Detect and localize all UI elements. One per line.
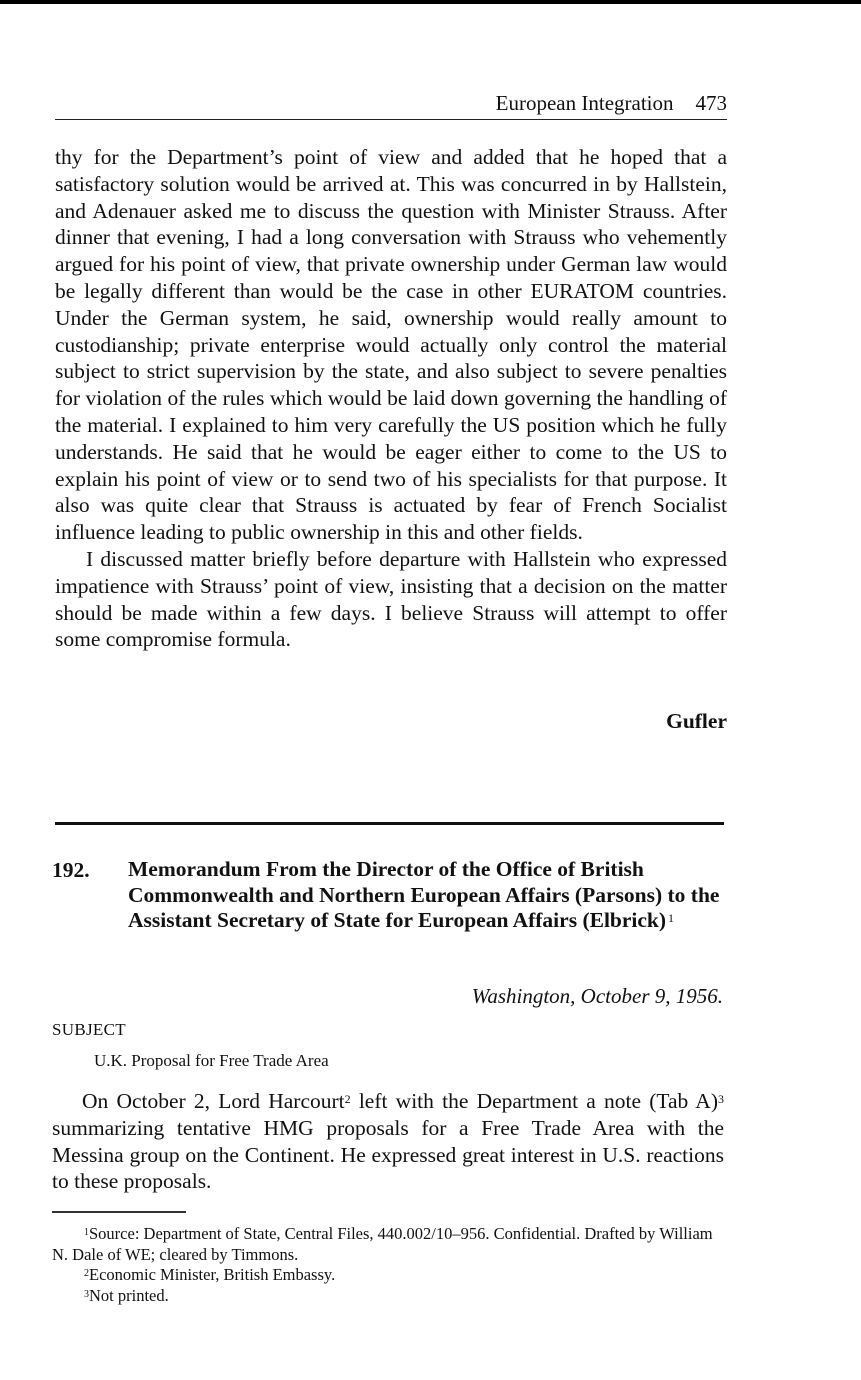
footnote — [52, 1286, 724, 1307]
page-top-edge — [0, 0, 861, 4]
footnote-reference: 3 — [717, 1092, 724, 1106]
document-number: 192. — [52, 858, 90, 882]
paragraph: thy for the Department’s point of view and added that he hoped that a satisfactory solution would be arrived at. This was concurred in by Hallstein, and Adenauer asked me to discuss the question with Minister Strauss. After dinner that evening, I had a long conversation with Strauss who vehemently argued for his point of view, that private ownership under German law would be legally different than would be the case in other EURATOM countries. Under the German system, he said, ownership would really amount to custodianship; private enterprise would actually only control the material subject to strict supervision by the state, and also subject to severe penalties for violation of the rules which would be laid down governing the handling of the material. I explained to him very carefully the US position which he fully understands. He said that he would be eager either to come to the US to explain his point of view or to send two of his specialists for that purpose. It also was quite clear that Strauss is actuated by fear of French Socialist influence leading to public ownership in this and other fields. — [55, 145, 727, 545]
page-number: 473 — [695, 91, 727, 115]
continued-telegram-text — [55, 144, 727, 653]
body-text-segment: summarizing tentative HMG proposals for a Free Trade Area with the Messina group on the Continent. He expressed great interest in U.S. reactions to these proposals. — [52, 1115, 724, 1194]
subject-label: SUBJECT — [52, 1020, 126, 1039]
paragraph: I discussed matter briefly before departure with Hallstein who expressed impatience with Strauss’ point of view, insisting that a decision on the matter should be made within a few days. I believe Strauss will attempt to offer some compromise formula. — [55, 546, 727, 652]
footnote-reference: 2 — [344, 1092, 351, 1106]
signature: Gufler — [666, 709, 727, 733]
footnote-rule — [52, 1211, 186, 1213]
footnote-mark: 2 — [84, 1268, 89, 1279]
paragraph — [52, 1088, 724, 1195]
footnote-mark: 3 — [84, 1288, 89, 1300]
footnote-text: Source: Department of State, Central Files, 440.002/10–956. Confidential. Drafted by William N. Dale of WE; cleared by Timmons. — [52, 1224, 713, 1264]
section-divider — [55, 822, 724, 825]
footnote-text: Not printed. — [89, 1285, 169, 1305]
footnote-mark: 1 — [84, 1227, 89, 1238]
dateline: Washington, October 9, 1956. — [471, 984, 723, 1008]
footnote-text: Economic Minister, British Embassy. — [89, 1265, 336, 1284]
footnote-reference: 1 — [668, 911, 675, 926]
running-head — [55, 90, 727, 120]
document-title-text: Memorandum From the Director of the Office of British Commonwealth and Northern European Affairs (Parsons) to the Assistant Secretary of State for European Affairs (Elbrick) — [128, 857, 720, 933]
memo-body — [52, 1088, 724, 1195]
running-head-title: European Integration — [495, 91, 674, 115]
document-title — [128, 857, 728, 934]
footnotes — [52, 1224, 724, 1306]
footnote — [52, 1265, 724, 1286]
footnote — [52, 1224, 724, 1265]
subject-text: U.K. Proposal for Free Trade Area — [94, 1051, 329, 1070]
body-text-segment: left with the Department a note (Tab A) — [350, 1089, 718, 1113]
body-text-segment: On October 2, Lord Harcourt — [82, 1089, 345, 1113]
